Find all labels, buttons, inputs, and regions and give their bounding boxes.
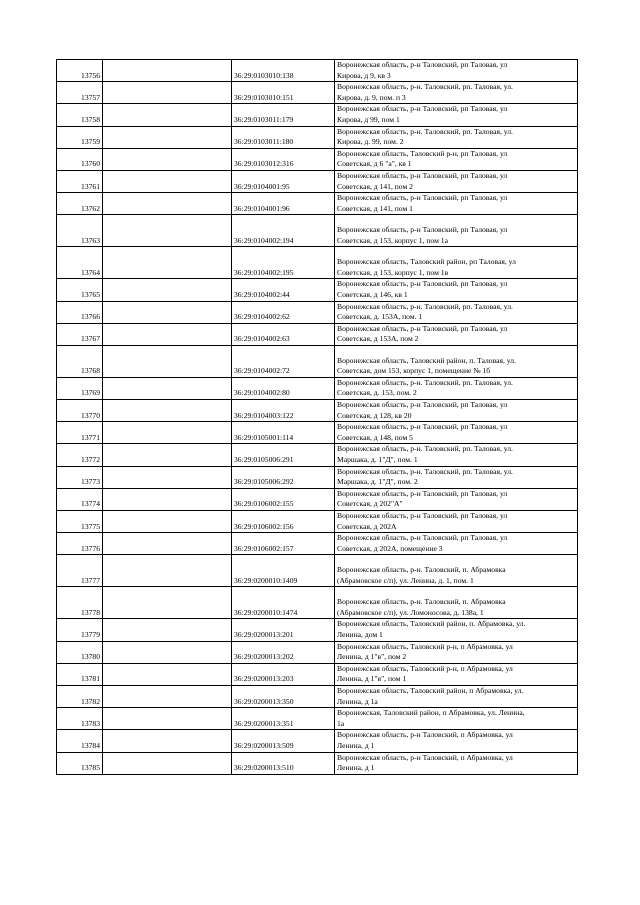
row-number: 13778	[57, 587, 103, 619]
address: Воронежская область, р-н Таловский, рп Таловая, ул Советская, д 148, пом 5	[335, 422, 578, 444]
table-row	[57, 708, 578, 730]
table-row	[57, 247, 578, 279]
row-number: 13768	[57, 345, 103, 377]
row-number: 13771	[57, 422, 103, 444]
row-number: 13782	[57, 685, 103, 707]
table-row	[57, 323, 578, 345]
table-row	[57, 466, 578, 488]
empty-cell	[103, 148, 232, 170]
address: Воронежская область, р-н Таловский, рп Таловая, ул Советская, д 153, корпус 1, пом 1а	[335, 215, 578, 247]
cadastral-number: 36:29:0104001:95	[232, 170, 335, 192]
cadastral-number: 36:29:0103010:151	[232, 82, 335, 104]
row-number: 13773	[57, 466, 103, 488]
table-row	[57, 104, 578, 126]
cadastral-number: 36:29:0104002:195	[232, 247, 335, 279]
empty-cell	[103, 126, 232, 148]
table-row	[57, 511, 578, 533]
address: Воронежская область, р-н Таловский, рп Таловая, ул Советская, д 202А, помещение 3	[335, 533, 578, 555]
empty-cell	[103, 301, 232, 323]
table-row	[57, 555, 578, 587]
cadastral-number: 36:29:0105006:292	[232, 466, 335, 488]
empty-cell	[103, 82, 232, 104]
table-row	[57, 82, 578, 104]
empty-cell	[103, 215, 232, 247]
cadastral-number: 36:29:0103012:316	[232, 148, 335, 170]
address: Воронежская область, Таловский район, рп Таловая, ул Советская, д 153, корпус 1, пом 1в	[335, 247, 578, 279]
empty-cell	[103, 193, 232, 215]
cadastral-number: 36:29:0104001:96	[232, 193, 335, 215]
cadastral-number: 36:29:0103010:138	[232, 60, 335, 82]
empty-cell	[103, 247, 232, 279]
row-number: 13767	[57, 323, 103, 345]
table-row	[57, 422, 578, 444]
address: Воронежская область, р-н Таловский, рп Таловая, ул Советская, д 202А	[335, 511, 578, 533]
empty-cell	[103, 279, 232, 301]
register-table	[56, 59, 578, 775]
table-row	[57, 533, 578, 555]
empty-cell	[103, 685, 232, 707]
table-row	[57, 301, 578, 323]
cadastral-number: 36:29:0200010:1409	[232, 555, 335, 587]
cadastral-number: 36:29:0104003:122	[232, 400, 335, 422]
address: Воронежская область, р-н. Таловский, рп. Таловая, ул. Советская, д. 153А, пом. 1	[335, 301, 578, 323]
empty-cell	[103, 466, 232, 488]
cadastral-number: 36:29:0105006:291	[232, 444, 335, 466]
cadastral-number: 36:29:0200013:202	[232, 641, 335, 663]
empty-cell	[103, 377, 232, 399]
address: Воронежская область, р-н Таловский, рп Таловая, ул Советская, д 146, кв 1	[335, 279, 578, 301]
table-row	[57, 752, 578, 774]
address: Воронежская область, Таловский р-н, рп Таловая, ул Советская, д 6 "а", кв 1	[335, 148, 578, 170]
register-table-body	[57, 60, 578, 775]
cadastral-number: 36:29:0200013:203	[232, 663, 335, 685]
cadastral-number: 36:29:0104002:44	[232, 279, 335, 301]
address: Воронежская область, р-н Таловский, п Абрамовка, ул Ленина, д 1	[335, 730, 578, 752]
cadastral-number: 36:29:0103011:179	[232, 104, 335, 126]
cadastral-number: 36:29:0105001:114	[232, 422, 335, 444]
address: Воронежская область, р-н. Таловский, рп. Таловая, ул. Кирова, д. 99, пом. 2	[335, 126, 578, 148]
table-row	[57, 215, 578, 247]
address: Воронежская область, р-н Таловский, рп Таловая, ул Кирова, д 99, пом 1	[335, 104, 578, 126]
table-row	[57, 730, 578, 752]
empty-cell	[103, 323, 232, 345]
empty-cell	[103, 619, 232, 641]
row-number: 13783	[57, 708, 103, 730]
row-number: 13780	[57, 641, 103, 663]
address: Воронежская область, Таловский район, п. Таловая, ул. Советская, дом 153, корпус 1, помещение № 1б	[335, 345, 578, 377]
empty-cell	[103, 422, 232, 444]
table-row	[57, 148, 578, 170]
cadastral-number: 36:29:0104002:62	[232, 301, 335, 323]
row-number: 13756	[57, 60, 103, 82]
table-row	[57, 400, 578, 422]
table-row	[57, 126, 578, 148]
row-number: 13766	[57, 301, 103, 323]
table-row	[57, 279, 578, 301]
row-number: 13775	[57, 511, 103, 533]
row-number: 13784	[57, 730, 103, 752]
address: Воронежская область, р-н Таловский, рп Таловая, ул Советская, д 141, пом 1	[335, 193, 578, 215]
table-row	[57, 444, 578, 466]
cadastral-number: 36:29:0200013:510	[232, 752, 335, 774]
cadastral-number: 36:29:0200013:351	[232, 708, 335, 730]
address: Воронежская область, р-н. Таловский, п. Абрамовка (Абрамовское с/п), ул. Ленина, д. 1, пом. 1	[335, 555, 578, 587]
cadastral-number: 36:29:0106002:156	[232, 511, 335, 533]
address: Воронежская область, р-н Таловский, рп Таловая, ул Советская, д 141, пом 2	[335, 170, 578, 192]
table-row	[57, 377, 578, 399]
row-number: 13765	[57, 279, 103, 301]
table-row	[57, 587, 578, 619]
table-row	[57, 345, 578, 377]
address: Воронежская область, Таловский р-н, п Абрамовка, ул Ленина, д 1"в", пом 2	[335, 641, 578, 663]
address: Воронежская область, р-н Таловский, п Абрамовка, ул Ленина, д 1	[335, 752, 578, 774]
row-number: 13777	[57, 555, 103, 587]
empty-cell	[103, 511, 232, 533]
row-number: 13770	[57, 400, 103, 422]
cadastral-number: 36:29:0200013:350	[232, 685, 335, 707]
row-number: 13772	[57, 444, 103, 466]
table-row	[57, 60, 578, 82]
cadastral-number: 36:29:0200013:509	[232, 730, 335, 752]
cadastral-number: 36:29:0106002:155	[232, 488, 335, 510]
row-number: 13776	[57, 533, 103, 555]
address: Воронежская область, Таловский район, п Абрамовка, ул. Ленина, д 1а	[335, 685, 578, 707]
empty-cell	[103, 400, 232, 422]
table-row	[57, 619, 578, 641]
empty-cell	[103, 730, 232, 752]
address: Воронежская область, р-н. Таловский, рп. Таловая, ул. Кирова, д. 9, пом. п 3	[335, 82, 578, 104]
row-number: 13757	[57, 82, 103, 104]
cadastral-number: 36:29:0103011:180	[232, 126, 335, 148]
row-number: 13760	[57, 148, 103, 170]
row-number: 13769	[57, 377, 103, 399]
address: Воронежская область, р-н Таловский, рп Таловая, ул Советская, д 128, кв 20	[335, 400, 578, 422]
row-number: 13763	[57, 215, 103, 247]
row-number: 13762	[57, 193, 103, 215]
cadastral-number: 36:29:0104002:194	[232, 215, 335, 247]
address: Воронежская область, р-н. Таловский, рп. Таловая, ул. Маршака, д. 1"Д", пом. 1	[335, 444, 578, 466]
cadastral-number: 36:29:0104002:72	[232, 345, 335, 377]
row-number: 13759	[57, 126, 103, 148]
address: Воронежская область, р-н. Таловский, п. Абрамовка (Абрамовское с/п), ул. Ломоносова, д. 138а, 1	[335, 587, 578, 619]
empty-cell	[103, 708, 232, 730]
cadastral-number: 36:29:0104002:63	[232, 323, 335, 345]
row-number: 13764	[57, 247, 103, 279]
table-row	[57, 488, 578, 510]
empty-cell	[103, 555, 232, 587]
address: Воронежская область, р-н Таловский, рп Таловая, ул Советская, д 153А, пом 2	[335, 323, 578, 345]
empty-cell	[103, 587, 232, 619]
empty-cell	[103, 444, 232, 466]
cadastral-number: 36:29:0104002:80	[232, 377, 335, 399]
address: Воронежская область, р-н Таловский, рп Таловая, ул Кирова, д 9, кв 3	[335, 60, 578, 82]
empty-cell	[103, 170, 232, 192]
row-number: 13774	[57, 488, 103, 510]
address: Воронежская область, Таловский район, п. Абрамовка, ул. Ленина, дом 1	[335, 619, 578, 641]
empty-cell	[103, 345, 232, 377]
row-number: 13779	[57, 619, 103, 641]
empty-cell	[103, 104, 232, 126]
row-number: 13785	[57, 752, 103, 774]
cadastral-number: 36:29:0106002:157	[232, 533, 335, 555]
empty-cell	[103, 533, 232, 555]
address: Воронежская область, Таловский р-н, п Абрамовка, ул Ленина, д 1"в", пом 1	[335, 663, 578, 685]
cadastral-number: 36:29:0200010:1474	[232, 587, 335, 619]
table-row	[57, 663, 578, 685]
table-row	[57, 685, 578, 707]
empty-cell	[103, 641, 232, 663]
empty-cell	[103, 663, 232, 685]
address: Воронежская область, р-н. Таловский, рп. Таловая, ул. Маршака, д. 1"Д", пом. 2	[335, 466, 578, 488]
row-number: 13758	[57, 104, 103, 126]
table-row	[57, 193, 578, 215]
cadastral-number: 36:29:0200013:201	[232, 619, 335, 641]
empty-cell	[103, 752, 232, 774]
address: Воронежская область, р-н Таловский, рп Таловая, ул Советская, д 202"А"	[335, 488, 578, 510]
row-number: 13781	[57, 663, 103, 685]
row-number: 13761	[57, 170, 103, 192]
table-row	[57, 170, 578, 192]
empty-cell	[103, 60, 232, 82]
address: Воронежская, Таловский район, п Абрамовка, ул. Ленина, 1а	[335, 708, 578, 730]
table-row	[57, 641, 578, 663]
empty-cell	[103, 488, 232, 510]
address: Воронежская область, р-н. Таловский, рп. Таловая, ул. Советская, д. 153, пом. 2	[335, 377, 578, 399]
